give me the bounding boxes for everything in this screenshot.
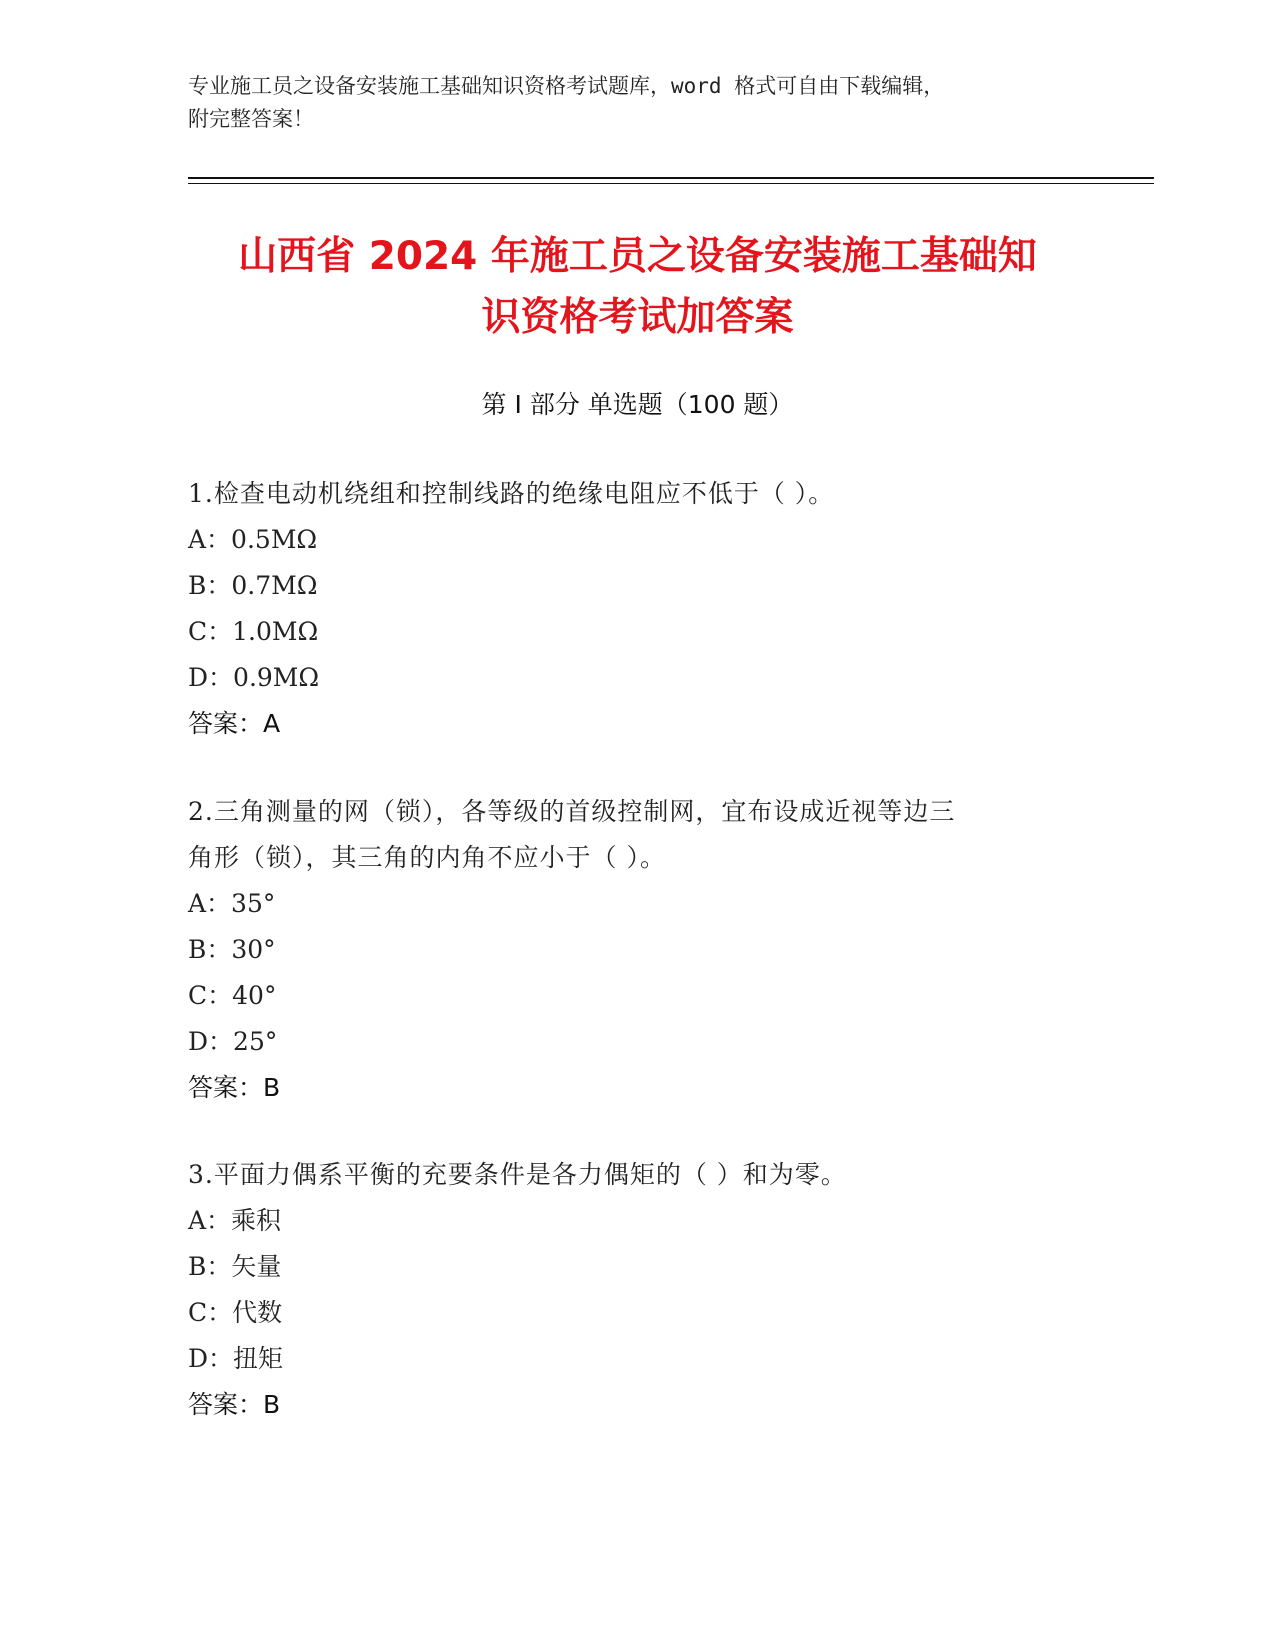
header-line-2: 附完整答案！ xyxy=(188,107,314,131)
question-stem: 2.三角测量的网（锁），各等级的首级控制网，宜布设成近视等边三 xyxy=(188,797,956,826)
answer-label: 答案：A xyxy=(188,709,281,738)
section-heading: 第 I 部分 单选题（100 题） xyxy=(481,390,794,419)
page-header xyxy=(188,70,1088,136)
header-divider-thick xyxy=(188,177,1154,179)
question-1 xyxy=(188,471,1078,747)
question-stem: 1.检查电动机绕组和控制线路的绝缘电阻应不低于（ ）。 xyxy=(188,479,835,508)
option-c: C：40° xyxy=(188,981,277,1010)
option-a: A：乘积 xyxy=(188,1206,282,1235)
option-a: A：35° xyxy=(188,889,276,918)
option-c: C：代数 xyxy=(188,1298,283,1327)
question-3 xyxy=(188,1152,1078,1428)
option-b: B：0.7MΩ xyxy=(188,571,318,600)
option-b: B：30° xyxy=(188,935,276,964)
question-2 xyxy=(188,789,1078,1111)
option-c: C：1.0MΩ xyxy=(188,617,319,646)
question-stem-continued: 角形（锁），其三角的内角不应小于（ ）。 xyxy=(188,843,666,872)
question-stem: 3.平面力偶系平衡的充要条件是各力偶矩的（ ）和为零。 xyxy=(188,1160,847,1189)
document-title-line-2: 识资格考试加答案 xyxy=(481,295,794,340)
answer-label: 答案：B xyxy=(188,1390,281,1419)
document-title-line-1: 山西省 2024 年施工员之设备安装施工基础知 xyxy=(238,234,1037,279)
option-d: D：扭矩 xyxy=(188,1344,284,1373)
option-d: D：0.9MΩ xyxy=(188,663,320,692)
header-divider-thin xyxy=(188,183,1154,184)
option-b: B：矢量 xyxy=(188,1252,282,1281)
option-d: D：25° xyxy=(188,1027,278,1056)
option-a: A：0.5MΩ xyxy=(188,525,318,554)
answer-label: 答案：B xyxy=(188,1073,281,1102)
document-title xyxy=(150,226,1125,348)
header-line-1: 专业施工员之设备安装施工基础知识资格考试题库，word 格式可自由下载编辑， xyxy=(188,74,945,98)
